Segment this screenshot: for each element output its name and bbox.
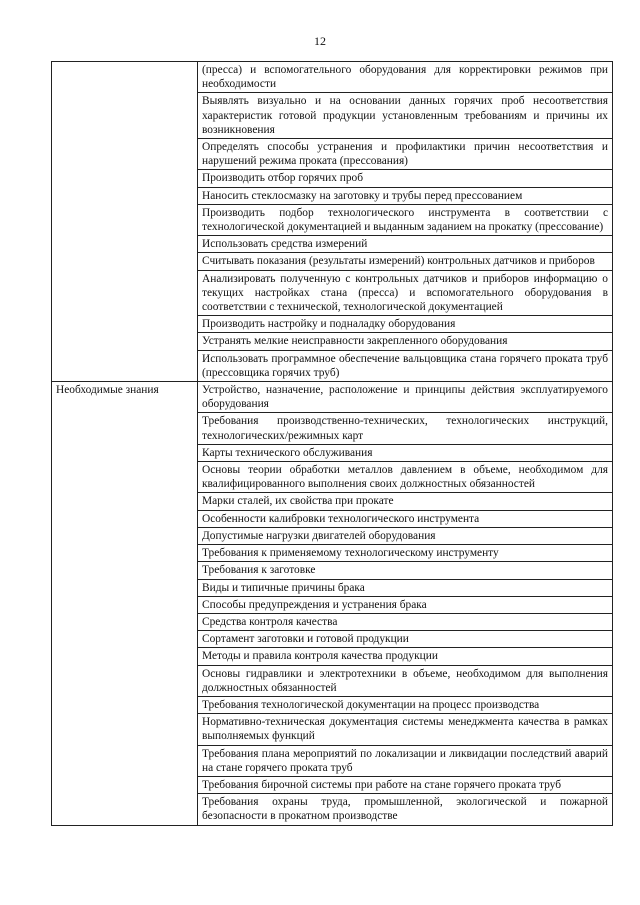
skill-item: Наносить стеклосмазку на заготовку и трубы перед прессованием	[198, 187, 613, 204]
skill-item: Использовать средства измерений	[198, 236, 613, 253]
knowledge-item: Требования бирочной системы при работе на стане горячего проката труб	[198, 776, 613, 793]
knowledge-item: Методы и правила контроля качества продукции	[198, 648, 613, 665]
knowledge-item: Способы предупреждения и устранения брака	[198, 596, 613, 613]
knowledge-item: Средства контроля качества	[198, 613, 613, 630]
knowledge-item: Основы теории обработки металлов давлением в объеме, необходимом для квалифицированного выполнения своих должностных обязанностей	[198, 462, 613, 493]
skill-item: Выявлять визуально и на основании данных горячих проб несоответствия характеристик готовой продукции установленным требованиям и причины их возникновения	[198, 93, 613, 139]
knowledge-item: Устройство, назначение, расположение и принципы действия эксплуатируемого оборудования	[198, 382, 613, 413]
knowledge-item: Допустимые нагрузки двигателей оборудования	[198, 527, 613, 544]
knowledge-item: Требования к заготовке	[198, 562, 613, 579]
knowledge-item: Карты технического обслуживания	[198, 444, 613, 461]
knowledge-item: Требования производственно-технических, технологических инструкций, технологических/режимных карт	[198, 413, 613, 444]
knowledge-item: Основы гидравлики и электротехники в объеме, необходимом для выполнения должностных обязанностей	[198, 665, 613, 696]
skill-item: (пресса) и вспомогательного оборудования для корректировки режимов при необходимости	[198, 62, 613, 93]
skill-item: Считывать показания (результаты измерений) контрольных датчиков и приборов	[198, 253, 613, 270]
requirements-table-body	[52, 62, 613, 826]
skills-label-cell	[52, 62, 198, 382]
knowledge-item: Виды и типичные причины брака	[198, 579, 613, 596]
skill-item: Производить настройку и подналадку оборудования	[198, 316, 613, 333]
skill-item: Производить подбор технологического инструмента в соответствии с технологической документацией и выданным заданием на прокатку (прессование)	[198, 204, 613, 235]
table-row	[52, 382, 613, 413]
skill-item: Определять способы устранения и профилактики причин несоответствия и нарушений режима проката (прессования)	[198, 139, 613, 170]
knowledge-item: Требования плана мероприятий по локализации и ликвидации последствий аварий на стане горячего проката труб	[198, 745, 613, 776]
skill-item: Анализировать полученную с контрольных датчиков и приборов информацию о текущих настройках стана (пресса) и вспомогательного оборудования в соответствии с технической, технологической документацией	[198, 270, 613, 316]
knowledge-item: Требования охраны труда, промышленной, экологической и пожарной безопасности в прокатном производстве	[198, 794, 613, 825]
requirements-table	[51, 61, 613, 826]
knowledge-item: Требования технологической документации на процесс производства	[198, 696, 613, 713]
skill-item: Производить отбор горячих проб	[198, 170, 613, 187]
knowledge-item: Требования к применяемому технологическому инструменту	[198, 545, 613, 562]
knowledge-item: Сортамент заготовки и готовой продукции	[198, 631, 613, 648]
knowledge-label-cell: Необходимые знания	[52, 382, 198, 825]
page-number: 12	[314, 34, 326, 48]
knowledge-item: Марки сталей, их свойства при прокате	[198, 493, 613, 510]
skill-item: Использовать программное обеспечение вальцовщика стана горячего проката труб (прессовщика горячих труб)	[198, 350, 613, 381]
table-row	[52, 62, 613, 93]
knowledge-item: Особенности калибровки технологического инструмента	[198, 510, 613, 527]
skill-item: Устранять мелкие неисправности закрепленного оборудования	[198, 333, 613, 350]
knowledge-item: Нормативно-техническая документация системы менеджмента качества в рамках выполняемых функций	[198, 714, 613, 745]
